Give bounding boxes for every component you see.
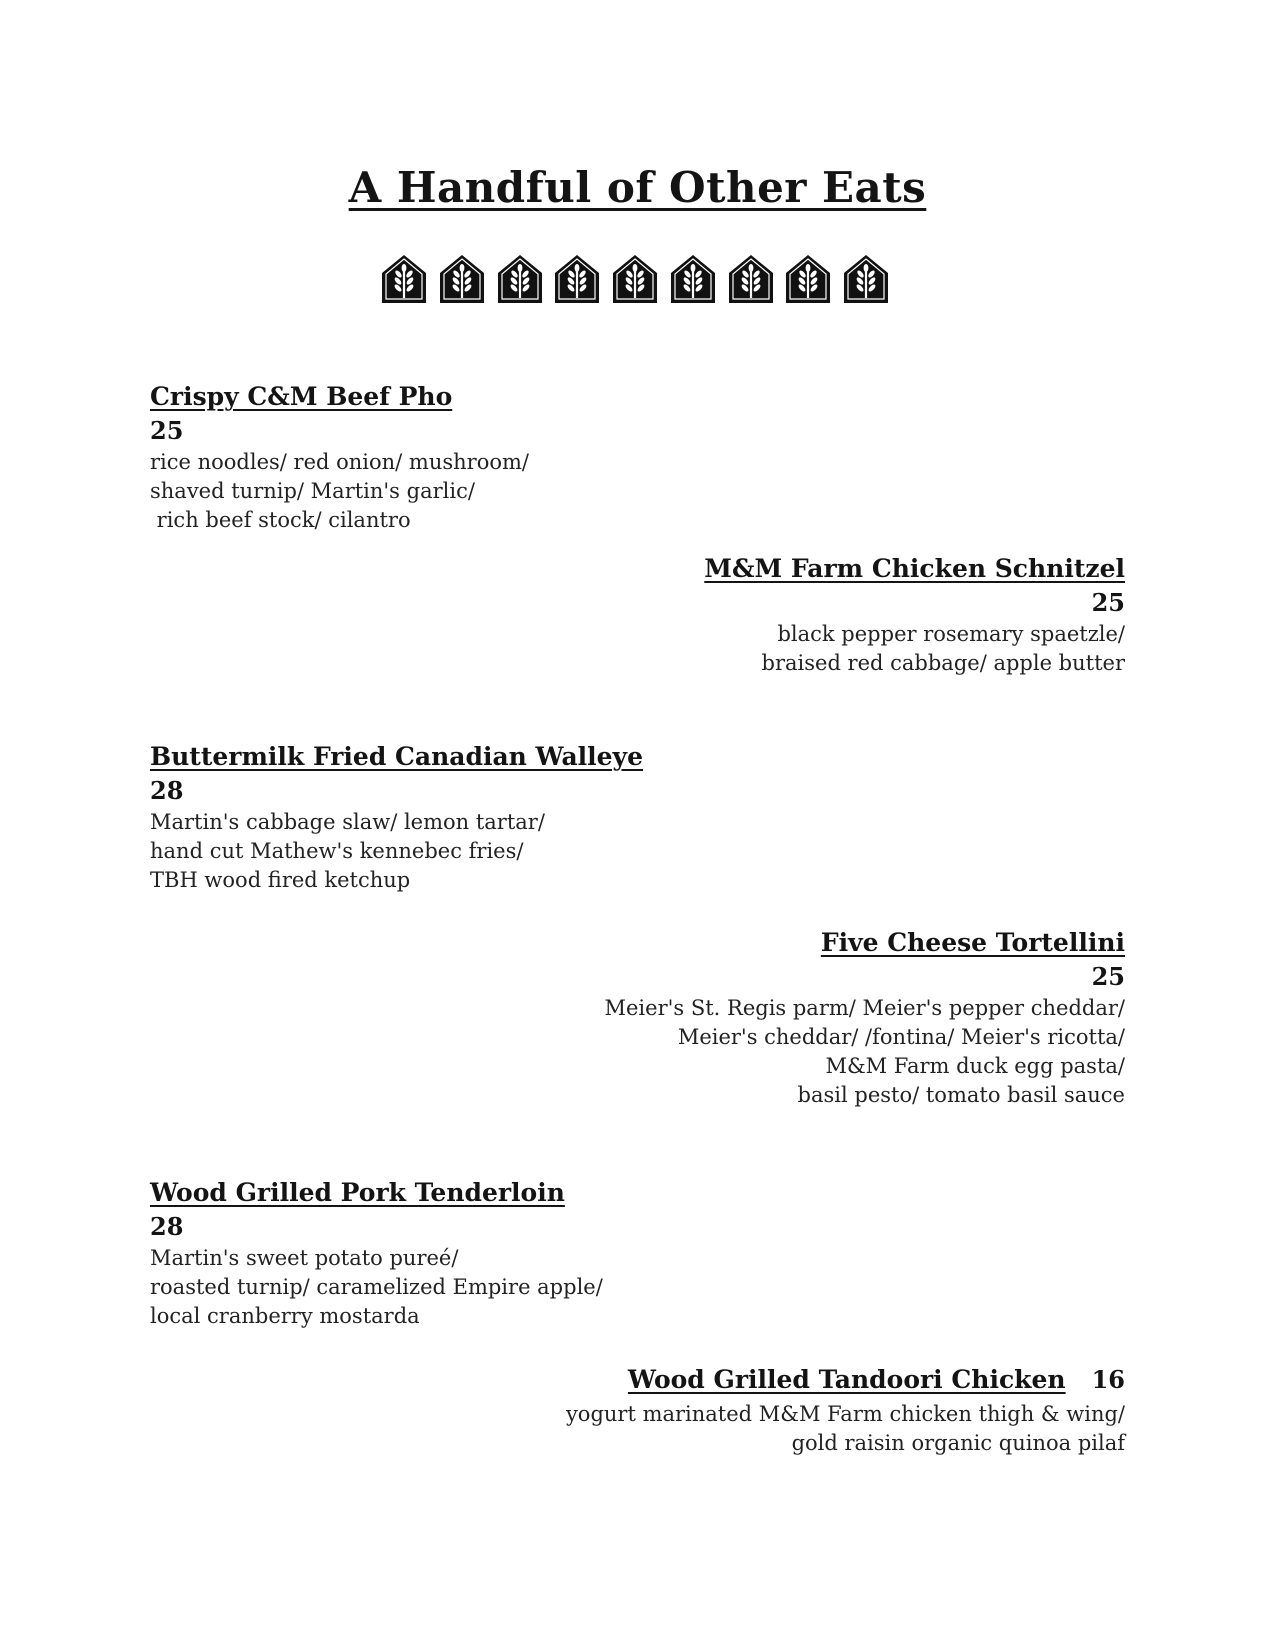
menu-item xyxy=(704,552,1125,678)
item-price: 16 xyxy=(1091,1365,1125,1394)
wheat-house-icon xyxy=(611,254,659,306)
item-desc-line: TBH wood fired ketchup xyxy=(150,868,411,892)
item-desc-line: basil pesto/ tomato basil sauce xyxy=(797,1083,1125,1107)
wheat-house-icon xyxy=(438,254,486,306)
item-price: 25 xyxy=(1091,962,1125,991)
wheat-house-icon xyxy=(496,254,544,306)
ornament-row xyxy=(380,254,890,306)
page-title: A Handful of Other Eats xyxy=(348,163,927,212)
menu-item xyxy=(605,926,1126,1110)
item-desc-line: Martin's sweet potato pureé/ xyxy=(150,1246,459,1270)
menu-item xyxy=(150,380,529,535)
wheat-house-icon xyxy=(727,254,775,306)
item-desc-line: hand cut Mathew's kennebec fries/ xyxy=(150,839,524,863)
item-price: 28 xyxy=(150,776,184,805)
item-name: Crispy C&M Beef Pho xyxy=(150,382,453,411)
wheat-house-icon xyxy=(842,254,890,306)
item-name: M&M Farm Chicken Schnitzel xyxy=(704,554,1125,583)
item-desc-line: Martin's cabbage slaw/ lemon tartar/ xyxy=(150,810,545,834)
item-desc-line: black pepper rosemary spaetzle/ xyxy=(777,622,1125,646)
item-desc-line: roasted turnip/ caramelized Empire apple/ xyxy=(150,1275,603,1299)
item-price: 25 xyxy=(1091,588,1125,617)
wheat-house-icon xyxy=(784,254,832,306)
wheat-house-icon xyxy=(669,254,717,306)
wheat-house-icon xyxy=(380,254,428,306)
item-desc-line: local cranberry mostarda xyxy=(150,1304,420,1328)
item-name: Five Cheese Tortellini xyxy=(820,928,1125,957)
wheat-house-icon xyxy=(553,254,601,306)
item-desc-line: M&M Farm duck egg pasta/ xyxy=(825,1054,1125,1078)
item-name: Buttermilk Fried Canadian Walleye xyxy=(150,742,643,771)
item-desc-line: rice noodles/ red onion/ mushroom/ xyxy=(150,450,529,474)
menu-item xyxy=(150,740,643,895)
item-desc-line: yogurt marinated M&M Farm chicken thigh & wing/ xyxy=(565,1402,1125,1426)
item-desc-line: shaved turnip/ Martin's garlic/ xyxy=(150,479,475,503)
menu-item xyxy=(150,1176,603,1331)
item-name: Wood Grilled Tandoori Chicken xyxy=(627,1365,1066,1394)
item-desc-line: gold raisin organic quinoa pilaf xyxy=(791,1431,1125,1455)
item-desc-line: Meier's cheddar/ /fontina/ Meier's ricotta/ xyxy=(677,1025,1125,1049)
item-desc-line: Meier's St. Regis parm/ Meier's pepper cheddar/ xyxy=(604,996,1125,1020)
item-price: 25 xyxy=(150,416,184,445)
menu-item xyxy=(566,1363,1125,1458)
item-name: Wood Grilled Pork Tenderloin xyxy=(150,1178,565,1207)
item-desc-line: rich beef stock/ cilantro xyxy=(150,508,411,532)
item-desc-line: braised red cabbage/ apple butter xyxy=(761,651,1125,675)
item-heading xyxy=(566,1363,1125,1400)
item-price: 28 xyxy=(150,1212,184,1241)
